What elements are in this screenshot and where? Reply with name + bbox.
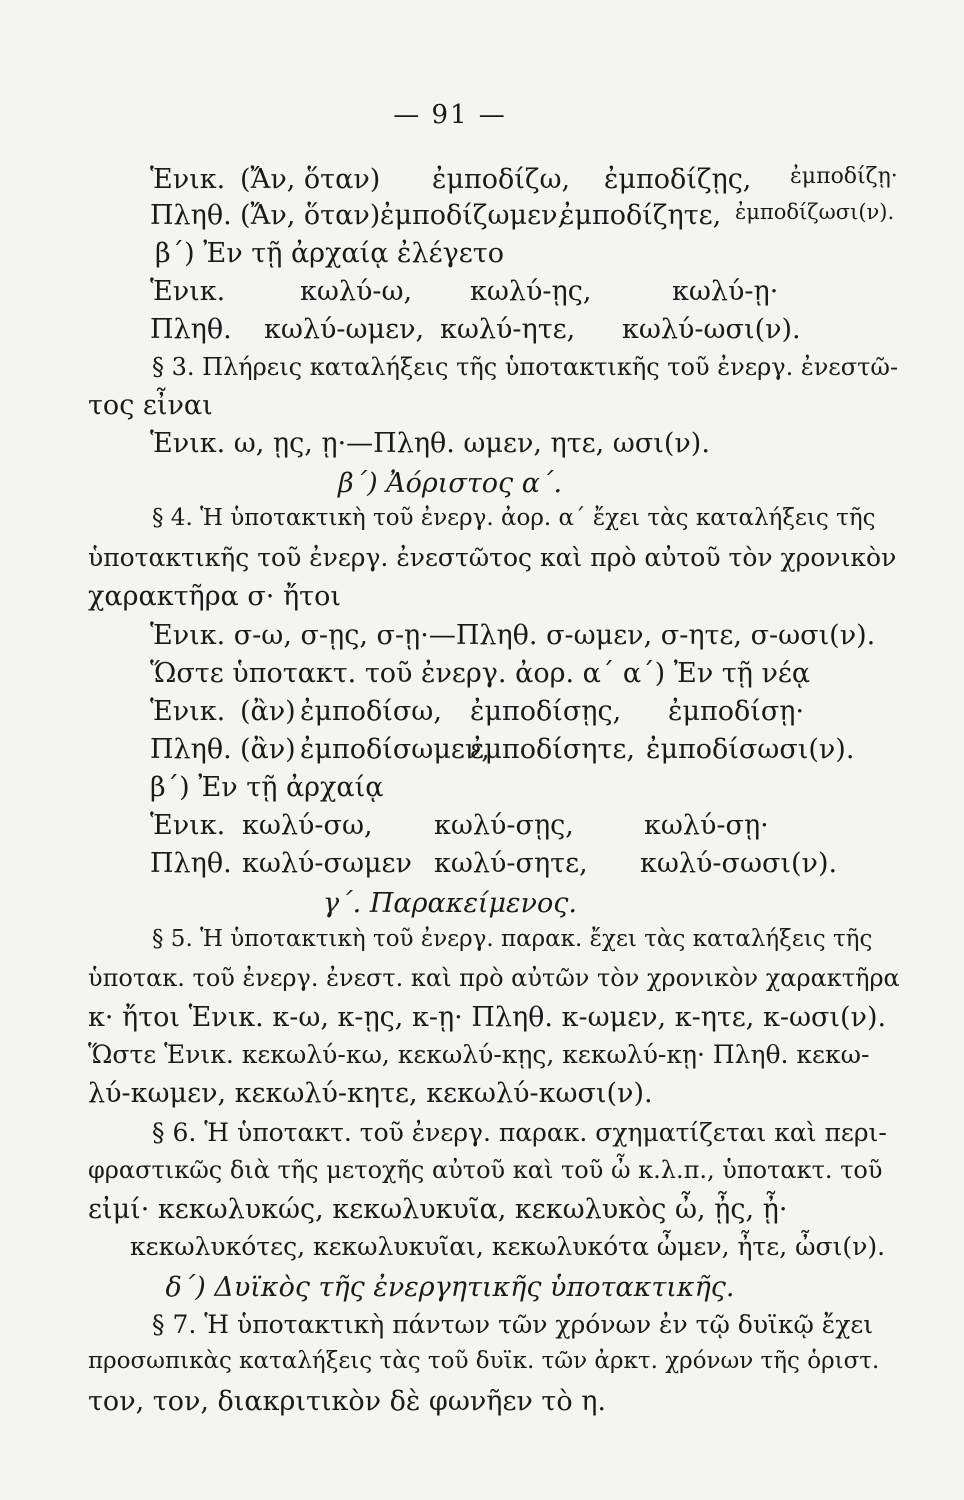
aorist-old-heading: β΄) Ἐν τῇ ἀρχαίᾳ xyxy=(150,772,384,803)
sec3-endings: Ἑνικ. ω, ῃς, ῃ·—Πληθ. ωμεν, ητε, ωσι(ν). xyxy=(150,428,710,459)
sec5-line3: κ· ἤτοι Ἑνικ. κ-ω, κ-ῃς, κ-ῃ· Πληθ. κ-ωμεν, κ-ητε, κ-ωσι(ν). xyxy=(88,1002,887,1033)
aorist-new-plur-form2: ἐμποδίσητε, xyxy=(470,734,635,765)
present-old-plur-label: Πληθ. xyxy=(150,314,232,345)
sec6-line1: § 6. Ἡ ὑποτακτ. τοῦ ἐνεργ. παρακ. σχηματίζεται καὶ περι- xyxy=(152,1118,887,1147)
aorist-new-plur-cond: (ἂν) xyxy=(240,734,296,765)
aorist-new-plur-form3: ἐμποδίσωσι(ν). xyxy=(646,734,855,765)
aorist-old-sing-label: Ἑνικ. xyxy=(150,810,226,841)
aorist-heading: β΄) Ἀόριστος α΄. xyxy=(337,468,563,499)
sec7-line3: τον, τον, διακριτικὸν δὲ φωνῆεν τὸ η. xyxy=(88,1386,606,1417)
sec3-line1: § 3. Πλήρεις καταλήξεις τῆς ὑποτακτικῆς τοῦ ἐνεργ. ἐνεστῶ- xyxy=(152,353,899,381)
present-old-sing-label: Ἑνικ. xyxy=(150,276,226,307)
present-new-plur-form2: ἐμποδίζητε, xyxy=(560,200,722,231)
aorist-new-sing-form1: ἐμποδίσω, xyxy=(300,696,442,727)
aorist-new-sing-cond: (ἂν) xyxy=(240,696,296,727)
present-new-sing-form1: ἐμποδίζω, xyxy=(432,164,571,195)
present-new-sing-form2: ἐμποδίζῃς, xyxy=(604,164,752,195)
present-new-plur-form3: ἐμποδίζωσι(ν). xyxy=(735,200,895,224)
sec7-line2: προσωπικὰς καταλήξεις τὰς τοῦ δυϊκ. τῶν ἀρκτ. χρόνων τῆς ὁριστ. xyxy=(88,1348,880,1374)
present-old-sing-form1: κωλύ-ω, xyxy=(300,276,413,307)
aorist-new-plur-label: Πληθ. xyxy=(150,734,232,765)
page-number: — 91 — xyxy=(393,100,507,130)
sec7-line1: § 7. Ἡ ὑποτακτικὴ πάντων τῶν χρόνων ἐν τῷ δυϊκῷ ἔχει xyxy=(152,1310,874,1339)
sec4-line1: § 4. Ἡ ὑποτακτικὴ τοῦ ἐνεργ. ἀορ. α΄ ἔχει τὰς καταλήξεις τῆς xyxy=(152,505,876,531)
present-new-sing-form3: ἐμποδίζῃ· xyxy=(790,164,898,189)
present-new-plur-label: Πληθ. xyxy=(150,200,232,231)
present-old-plur-form2: κωλύ-ητε, xyxy=(440,314,576,345)
sec5-line1: § 5. Ἡ ὑποτακτικὴ τοῦ ἐνεργ. παρακ. ἔχει τὰς καταλήξεις τῆς xyxy=(152,926,873,952)
present-new-sing-cond: (Ἄν, ὅταν) xyxy=(240,164,381,195)
sec3-line2: τος εἶναι xyxy=(88,390,213,421)
sec4-line3: χαρακτῆρα σ· ἤτοι xyxy=(88,581,341,612)
sec6-line2: φραστικῶς διὰ τῆς μετοχῆς αὐτοῦ καὶ τοῦ ὦ κ.λ.π., ὑποτακτ. τοῦ xyxy=(88,1156,883,1184)
aorist-new-sing-label: Ἑνικ. xyxy=(150,696,226,727)
present-old-heading: β΄) Ἐν τῇ ἀρχαίᾳ ἐλέγετο xyxy=(155,238,504,269)
sec5-line4: Ὥστε Ἑνικ. κεκωλύ-κω, κεκωλύ-κῃς, κεκωλύ-κῃ· Πληθ. κεκω- xyxy=(88,1040,870,1069)
aorist-old-sing-form3: κωλύ-σῃ· xyxy=(644,810,769,841)
sec4-endings: Ἑνικ. σ-ω, σ-ῃς, σ-ῃ·—Πληθ. σ-ωμεν, σ-ητε, σ-ωσι(ν). xyxy=(150,620,876,651)
sec4-hoste: Ὥστε ὑποτακτ. τοῦ ἐνεργ. ἀορ. α΄ α΄) Ἐν τῇ νέᾳ xyxy=(150,658,811,689)
sec6-line3: εἰμί· κεκωλυκώς, κεκωλυκυῖα, κεκωλυκὸς ὦ, ᾖς, ᾖ· xyxy=(88,1194,788,1225)
perfect-heading: γ΄. Παρακείμενος. xyxy=(323,888,577,919)
sec5-line5: λύ-κωμεν, κεκωλύ-κητε, κεκωλύ-κωσι(ν). xyxy=(88,1078,653,1109)
sec6-line4: κεκωλυκότες, κεκωλυκυῖαι, κεκωλυκότα ὦμεν, ἦτε, ὦσι(ν). xyxy=(130,1232,886,1261)
present-old-sing-form2: κωλύ-ῃς, xyxy=(470,276,592,307)
sec4-line2: ὑποτακτικῆς τοῦ ἐνεργ. ἐνεστῶτος καὶ πρὸ αὐτοῦ τὸν χρονικὸν xyxy=(88,543,897,572)
aorist-old-sing-form1: κωλύ-σω, xyxy=(242,810,373,841)
present-old-plur-form3: κωλύ-ωσι(ν). xyxy=(622,314,801,345)
sec5-line2: ὑποτακ. τοῦ ἐνεργ. ἐνεστ. καὶ πρὸ αὐτῶν τὸν χρονικὸν χαρακτῆρα xyxy=(88,964,900,992)
present-new-sing-label: Ἑνικ. xyxy=(150,164,226,195)
aorist-new-plur-form1: ἐμποδίσωμεν, xyxy=(300,734,490,765)
aorist-old-sing-form2: κωλύ-σῃς, xyxy=(434,810,574,841)
aorist-new-sing-form2: ἐμποδίσῃς, xyxy=(470,696,622,727)
aorist-old-plur-form3: κωλύ-σωσι(ν). xyxy=(640,848,838,879)
present-new-plur-cond: (Ἄν, ὅταν) xyxy=(240,200,381,231)
dual-heading: δ΄) Δυϊκὸς τῆς ἐνεργητικῆς ὑποτακτικῆς. xyxy=(165,1272,735,1303)
aorist-old-plur-form1: κωλύ-σωμεν xyxy=(242,848,412,879)
present-old-sing-form3: κωλύ-ῃ· xyxy=(672,276,779,307)
aorist-old-plur-form2: κωλύ-σητε, xyxy=(434,848,588,879)
present-new-plur-form1: ἐμποδίζωμεν, xyxy=(380,200,567,231)
present-old-plur-form1: κωλύ-ωμεν, xyxy=(264,314,425,345)
aorist-old-plur-label: Πληθ. xyxy=(150,848,232,879)
aorist-new-sing-form3: ἐμποδίσῃ· xyxy=(668,696,805,727)
